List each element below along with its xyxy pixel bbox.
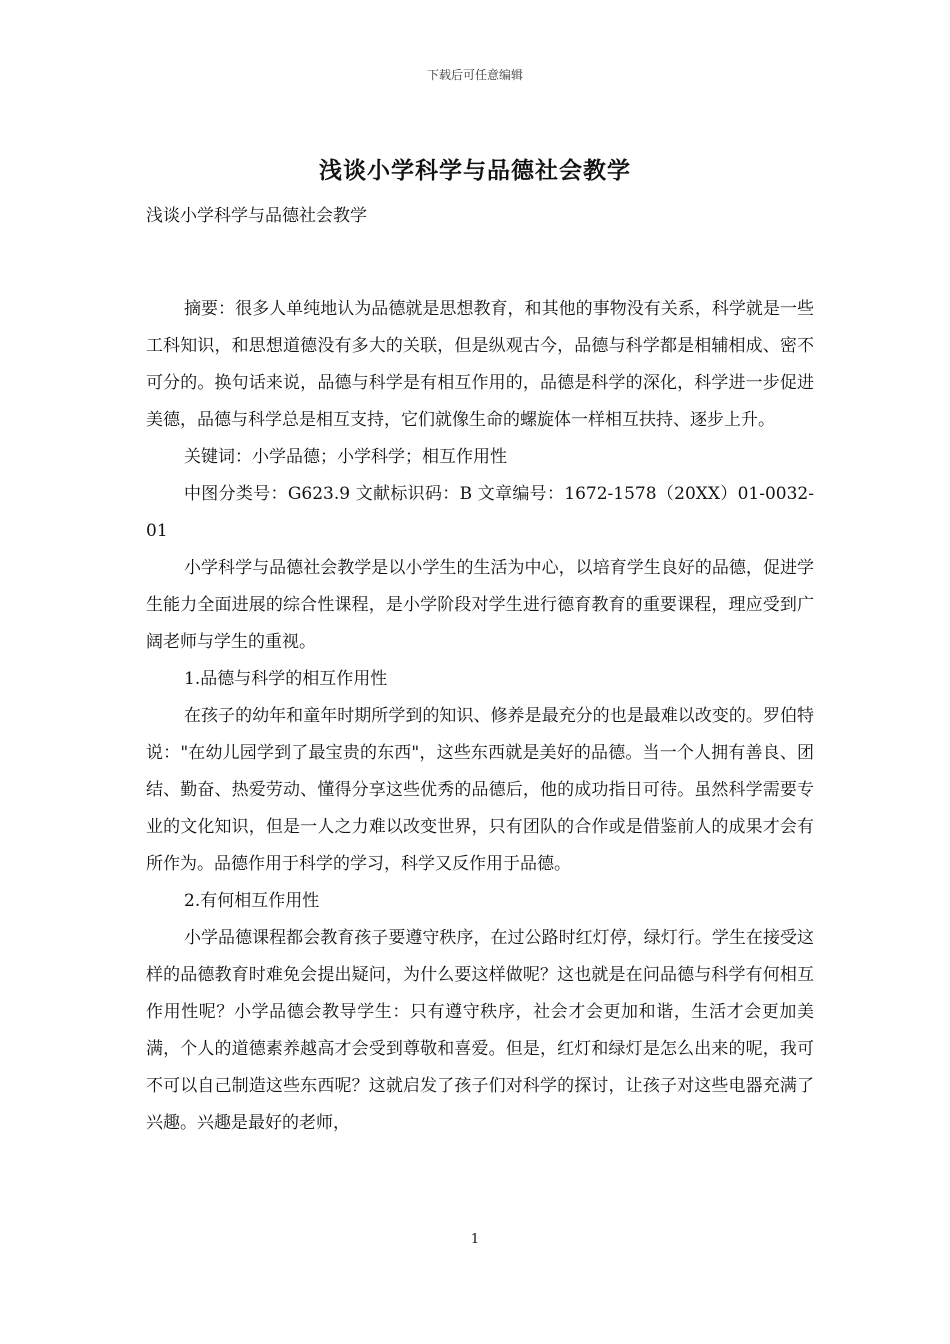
classification-paragraph: 中图分类号：G623.9 文献标识码：B 文章编号：1672-1578（20XX）01-0032-01 <box>146 484 814 541</box>
document-body <box>146 198 814 1142</box>
page-number: 1 <box>470 1232 480 1247</box>
document-title: 浅谈小学科学与品德社会教学 <box>319 157 631 184</box>
spacer <box>146 235 814 291</box>
section1-heading: 1.品德与科学的相互作用性 <box>184 669 388 689</box>
subtitle: 浅谈小学科学与品德社会教学 <box>146 206 367 226</box>
section1-paragraph: 在孩子的幼年和童年时期所学到的知识、修养是最充分的也是最难以改变的。罗伯特说："在幼儿园学到了最宝贵的东西"，这些东西就是美好的品德。当一个人拥有善良、团结、勤奋、热爱劳动、懂得分享这些优秀的品德后，他的成功指日可待。虽然科学需要专业的文化知识，但是一人之力难以改变世界，只有团队的合作或是借鉴前人的成果才会有所作为。品德作用于科学的学习，科学又反作用于品德。 <box>146 706 814 874</box>
abstract-paragraph: 摘要：很多人单纯地认为品德就是思想教育，和其他的事物没有关系，科学就是一些工科知识，和思想道德没有多大的关联，但是纵观古今，品德与科学都是相辅相成、密不可分的。换句话来说，品德与科学是有相互作用的，品德是科学的深化，科学进一步促进美德，品德与科学总是相互支持，它们就像生命的螺旋体一样相互扶持、逐步上升。 <box>146 299 814 430</box>
section2-heading: 2.有何相互作用性 <box>184 891 320 911</box>
section2-paragraph: 小学品德课程都会教育孩子要遵守秩序，在过公路时红灯停，绿灯行。学生在接受这样的品德教育时难免会提出疑问，为什么要这样做呢？这也就是在问品德与科学有何相互作用性呢？小学品德会教导学生：只有遵守秩序，社会才会更加和谐，生活才会更加美满，个人的道德素养越高才会受到尊敬和喜爱。但是，红灯和绿灯是怎么出来的呢，我可不可以自己制造这些东西呢？这就启发了孩子们对科学的探讨，让孩子对这些电器充满了兴趣。兴趣是最好的老师， <box>146 928 814 1133</box>
intro-paragraph: 小学科学与品德社会教学是以小学生的生活为中心，以培育学生良好的品德，促进学生能力全面进展的综合性课程，是小学阶段对学生进行德育教育的重要课程，理应受到广阔老师与学生的重视。 <box>146 558 814 652</box>
header-note: 下载后可任意编辑 <box>426 68 523 82</box>
keywords-paragraph: 关键词：小学品德；小学科学；相互作用性 <box>184 447 507 467</box>
